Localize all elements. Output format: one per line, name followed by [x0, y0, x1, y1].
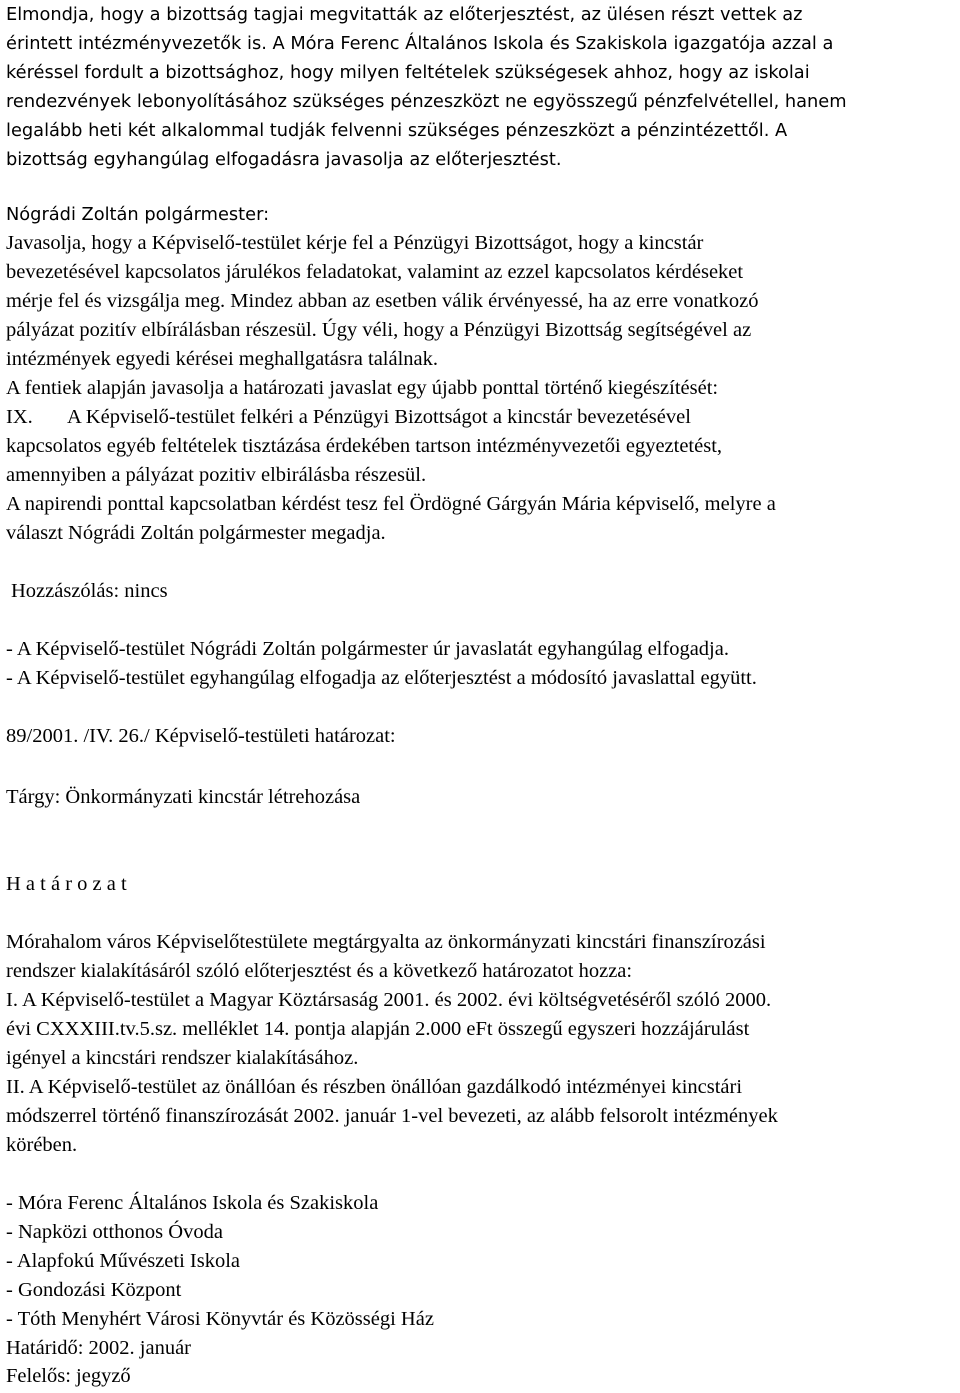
list-item: - Tóth Menyhért Városi Könyvtár és Közösségi Ház — [6, 1308, 434, 1330]
responsible-line: Felelős: jegyző — [6, 1365, 131, 1387]
paragraph-line: igényel a kincstári rendszer kialakításához. — [6, 1047, 359, 1069]
paragraph-line: Javasolja, hogy a Képviselő-testület kérje fel a Pénzügyi Bizottságot, hogy a kincstár — [6, 232, 704, 254]
resolution-heading: H a t á r o z a t — [6, 873, 127, 895]
paragraph-line: I. A Képviselő-testület a Magyar Köztársaság 2001. és 2002. évi költségvetéséről szóló 2000. — [6, 989, 772, 1011]
vote-line: - A Képviselő-testület egyhangúlag elfogadja az előterjesztést a módosító javaslattal együtt. — [6, 667, 757, 689]
paragraph-line: rendezvények lebonyolításához szükséges pénzeszközt ne egyösszegű pénzfelvétellel, hanem — [6, 91, 847, 112]
paragraph-line: A fentiek alapján javasolja a határozati javaslat egy újabb ponttal történő kiegészítését: — [6, 377, 719, 399]
paragraph-line: kapcsolatos egyéb feltételek tisztázása érdekében tartson intézményvezetői egyeztetést, — [6, 435, 723, 457]
list-item: - Móra Ferenc Általános Iskola és Szakiskola — [6, 1192, 379, 1214]
paragraph-line: bizottság egyhangúlag elfogadásra javasolja az előterjesztést. — [6, 149, 562, 170]
paragraph-line: rendszer kialakításáról szóló előterjesztést és a következő határozatot hozza: — [6, 960, 633, 982]
paragraph-line: Elmondja, hogy a bizottság tagjai megvitatták az előterjesztést, az ülésen részt vettek az — [6, 4, 803, 25]
paragraph-line: II. A Képviselő-testület az önállóan és részben önállóan gazdálkodó intézményei kincstári — [6, 1076, 743, 1098]
resolution-subject: Tárgy: Önkormányzati kincstár létrehozása — [6, 786, 361, 808]
paragraph-line: A napirendi ponttal kapcsolatban kérdést tesz fel Ördögné Gárgyán Mária képviselő, melyre a — [6, 493, 776, 515]
list-item: - Napközi otthonos Óvoda — [6, 1221, 223, 1243]
paragraph-line: intézmények egyedi kérései meghallgatásra találnak. — [6, 348, 439, 370]
deadline-line: Határidő: 2002. január — [6, 1337, 192, 1359]
paragraph-line: módszerrel történő finanszírozását 2002. január 1-vel bevezeti, az alább felsorolt intézmények — [6, 1105, 778, 1127]
paragraph-line: bevezetésével kapcsolatos járulékos feladatokat, valamint az ezzel kapcsolatos kérdéseket — [6, 261, 744, 283]
comments-line: Hozzászólás: nincs — [11, 580, 168, 602]
speaker-label: Nógrádi Zoltán polgármester: — [6, 204, 270, 225]
list-item: - Alapfokú Művészeti Iskola — [6, 1250, 240, 1272]
paragraph-line: kéréssel fordult a bizottsághoz, hogy milyen feltételek szükségesek ahhoz, hogy az iskolai — [6, 62, 810, 83]
item-text: A Képviselő-testület felkéri a Pénzügyi Bizottságot a kincstár bevezetésével — [67, 406, 691, 428]
item-number: IX. — [6, 406, 33, 428]
paragraph-line: legalább heti két alkalommal tudják felvenni szükséges pénzeszközt a pénzintézettől. A — [6, 120, 788, 141]
paragraph-line: évi CXXXIII.tv.5.sz. melléklet 14. pontja alapján 2.000 eFt összegű egyszeri hozzájárulást — [6, 1018, 750, 1040]
vote-line: - A Képviselő-testület Nógrádi Zoltán polgármester úr javaslatát egyhangúlag elfogadja. — [6, 638, 729, 660]
paragraph-line: körében. — [6, 1134, 78, 1156]
item-ix — [6, 403, 691, 432]
resolution-number: 89/2001. /IV. 26./ Képviselő-testületi határozat: — [6, 725, 396, 747]
paragraph-line: pályázat pozitív elbírálásban részesül. Úgy véli, hogy a Pénzügyi Bizottság segítségével az — [6, 319, 752, 341]
paragraph-line: érintett intézményvezetők is. A Móra Ferenc Általános Iskola és Szakiskola igazgatója azzal a — [6, 33, 834, 54]
paragraph-line: amennyiben a pályázat pozitiv elbirálásba részesül. — [6, 464, 427, 486]
paragraph-line: választ Nógrádi Zoltán polgármester megadja. — [6, 522, 386, 544]
paragraph-line: Mórahalom város Képviselőtestülete megtárgyalta az önkormányzati kincstári finanszírozási — [6, 931, 766, 953]
list-item: - Gondozási Központ — [6, 1279, 182, 1301]
paragraph-line: mérje fel és vizsgálja meg. Mindez abban az esetben válik érvényessé, ha az erre vonatkozó — [6, 290, 759, 312]
